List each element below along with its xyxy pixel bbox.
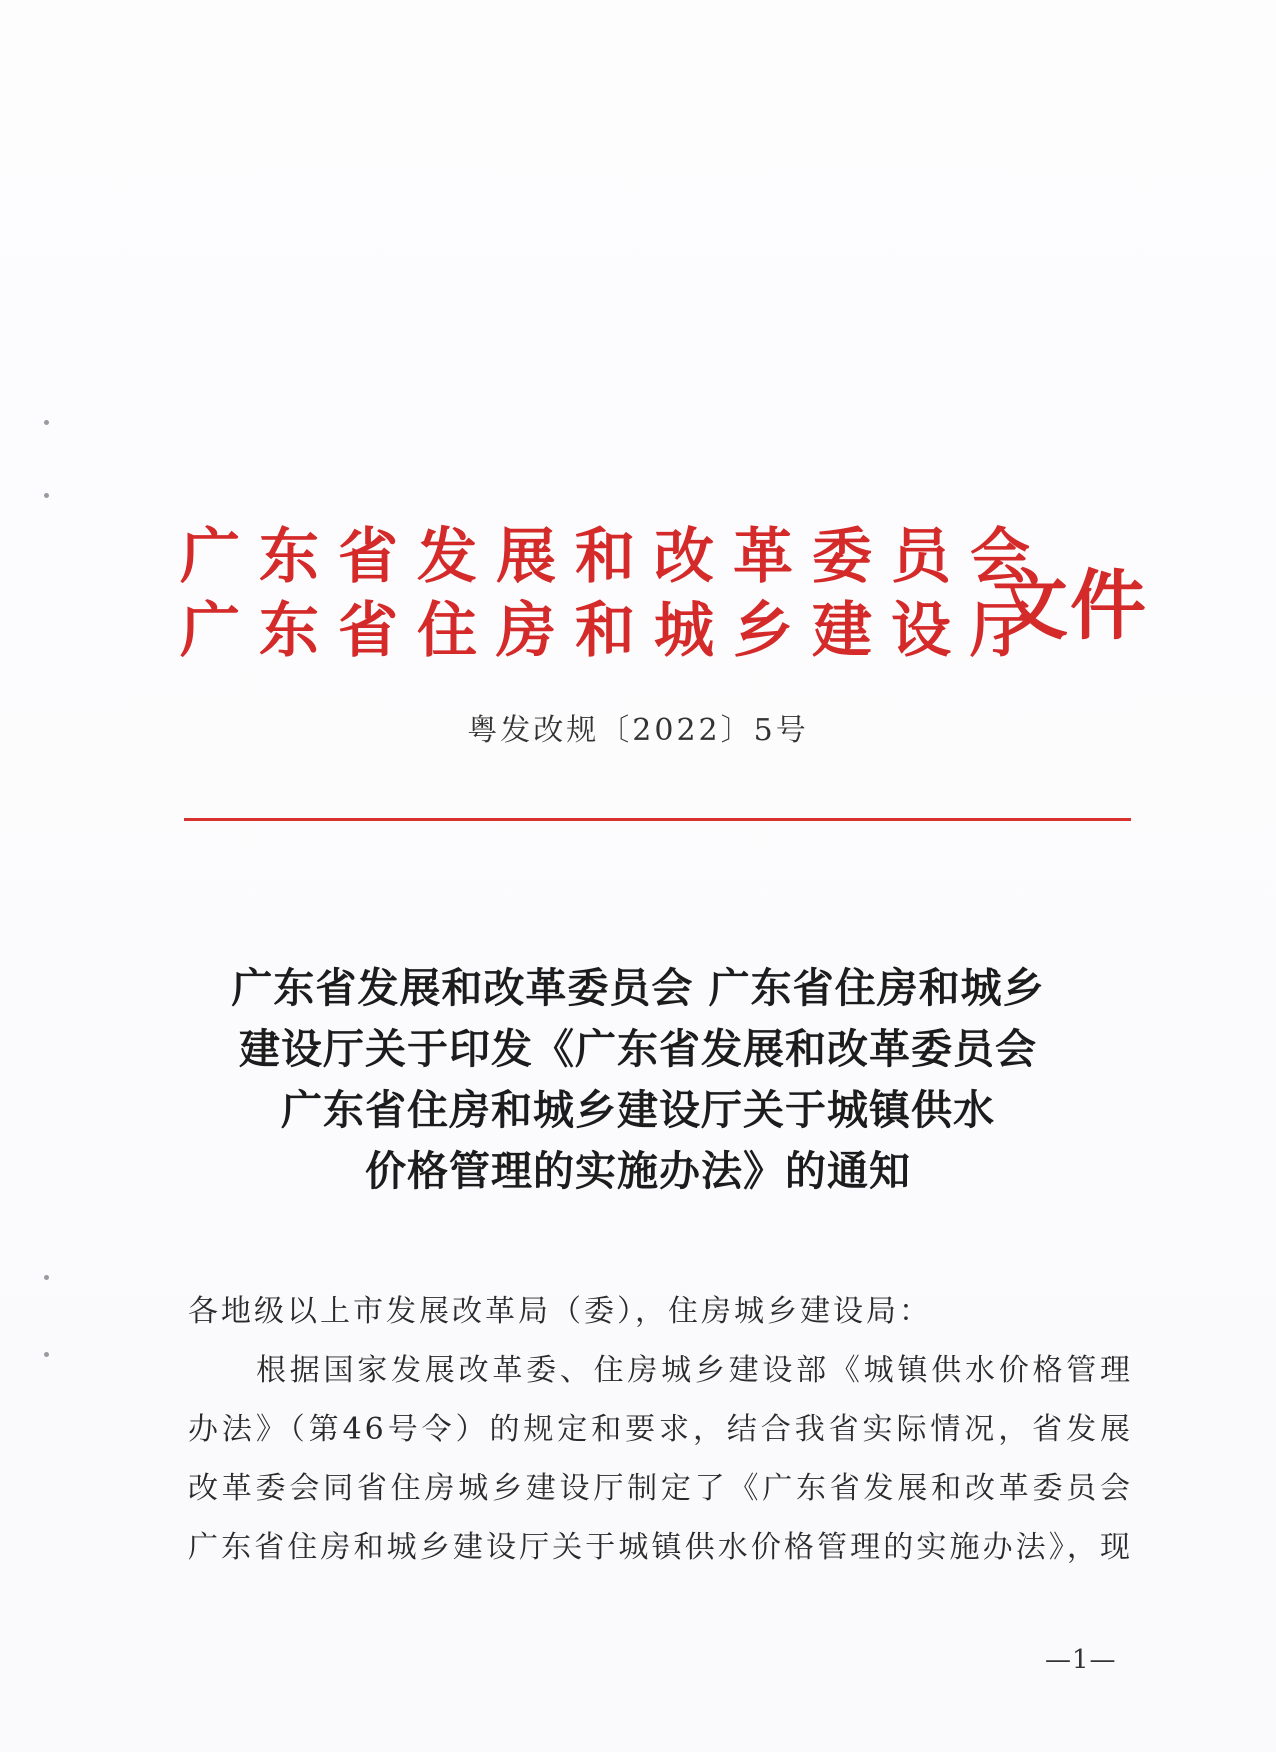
title-line: 价格管理的实施办法》的通知 [365,1147,911,1195]
page-number: —1— [1045,1645,1117,1675]
binding-hole-mark [44,1275,49,1280]
issuer-name: 广东省住房和城乡建设厅 [180,596,1049,666]
paragraph-line: 办法》（第46号令）的规定和要求，结合我省实际情况，省发展 [188,1412,1133,1447]
salutation: 各地级以上市发展改革局（委），住房城乡建设局： [188,1294,932,1329]
paragraph-line: 改革委会同省住房城乡建设厅制定了《广东省发展和改革委员会 [188,1471,1133,1506]
letterhead-doc-type: 文件 [992,561,1148,650]
document-title [0,958,1276,1202]
paragraph-line: 根据国家发展改革委、住房城乡建设部《城镇供水价格管理 [256,1353,1133,1388]
binding-hole-mark [44,1352,49,1357]
issuer-name: 广东省发展和改革委员会 [180,522,1049,592]
letterhead-issuers [180,520,1049,668]
title-line: 广东省住房和城乡建设厅关于城镇供水 [281,1086,995,1134]
body-paragraph [188,1341,1133,1577]
title-line: 建设厅关于印发《广东省发展和改革委员会 [239,1025,1037,1073]
red-divider-rule [184,818,1131,821]
binding-hole-mark [44,493,49,498]
document-body [188,1282,1133,1577]
binding-hole-mark [44,420,49,425]
title-line: 广东省发展和改革委员会 广东省住房和城乡 [231,964,1045,1012]
paragraph-line: 广东省住房和城乡建设厅关于城镇供水价格管理的实施办法》，现 [188,1530,1133,1565]
document-number: 粤发改规〔2022〕5号 [467,713,809,748]
